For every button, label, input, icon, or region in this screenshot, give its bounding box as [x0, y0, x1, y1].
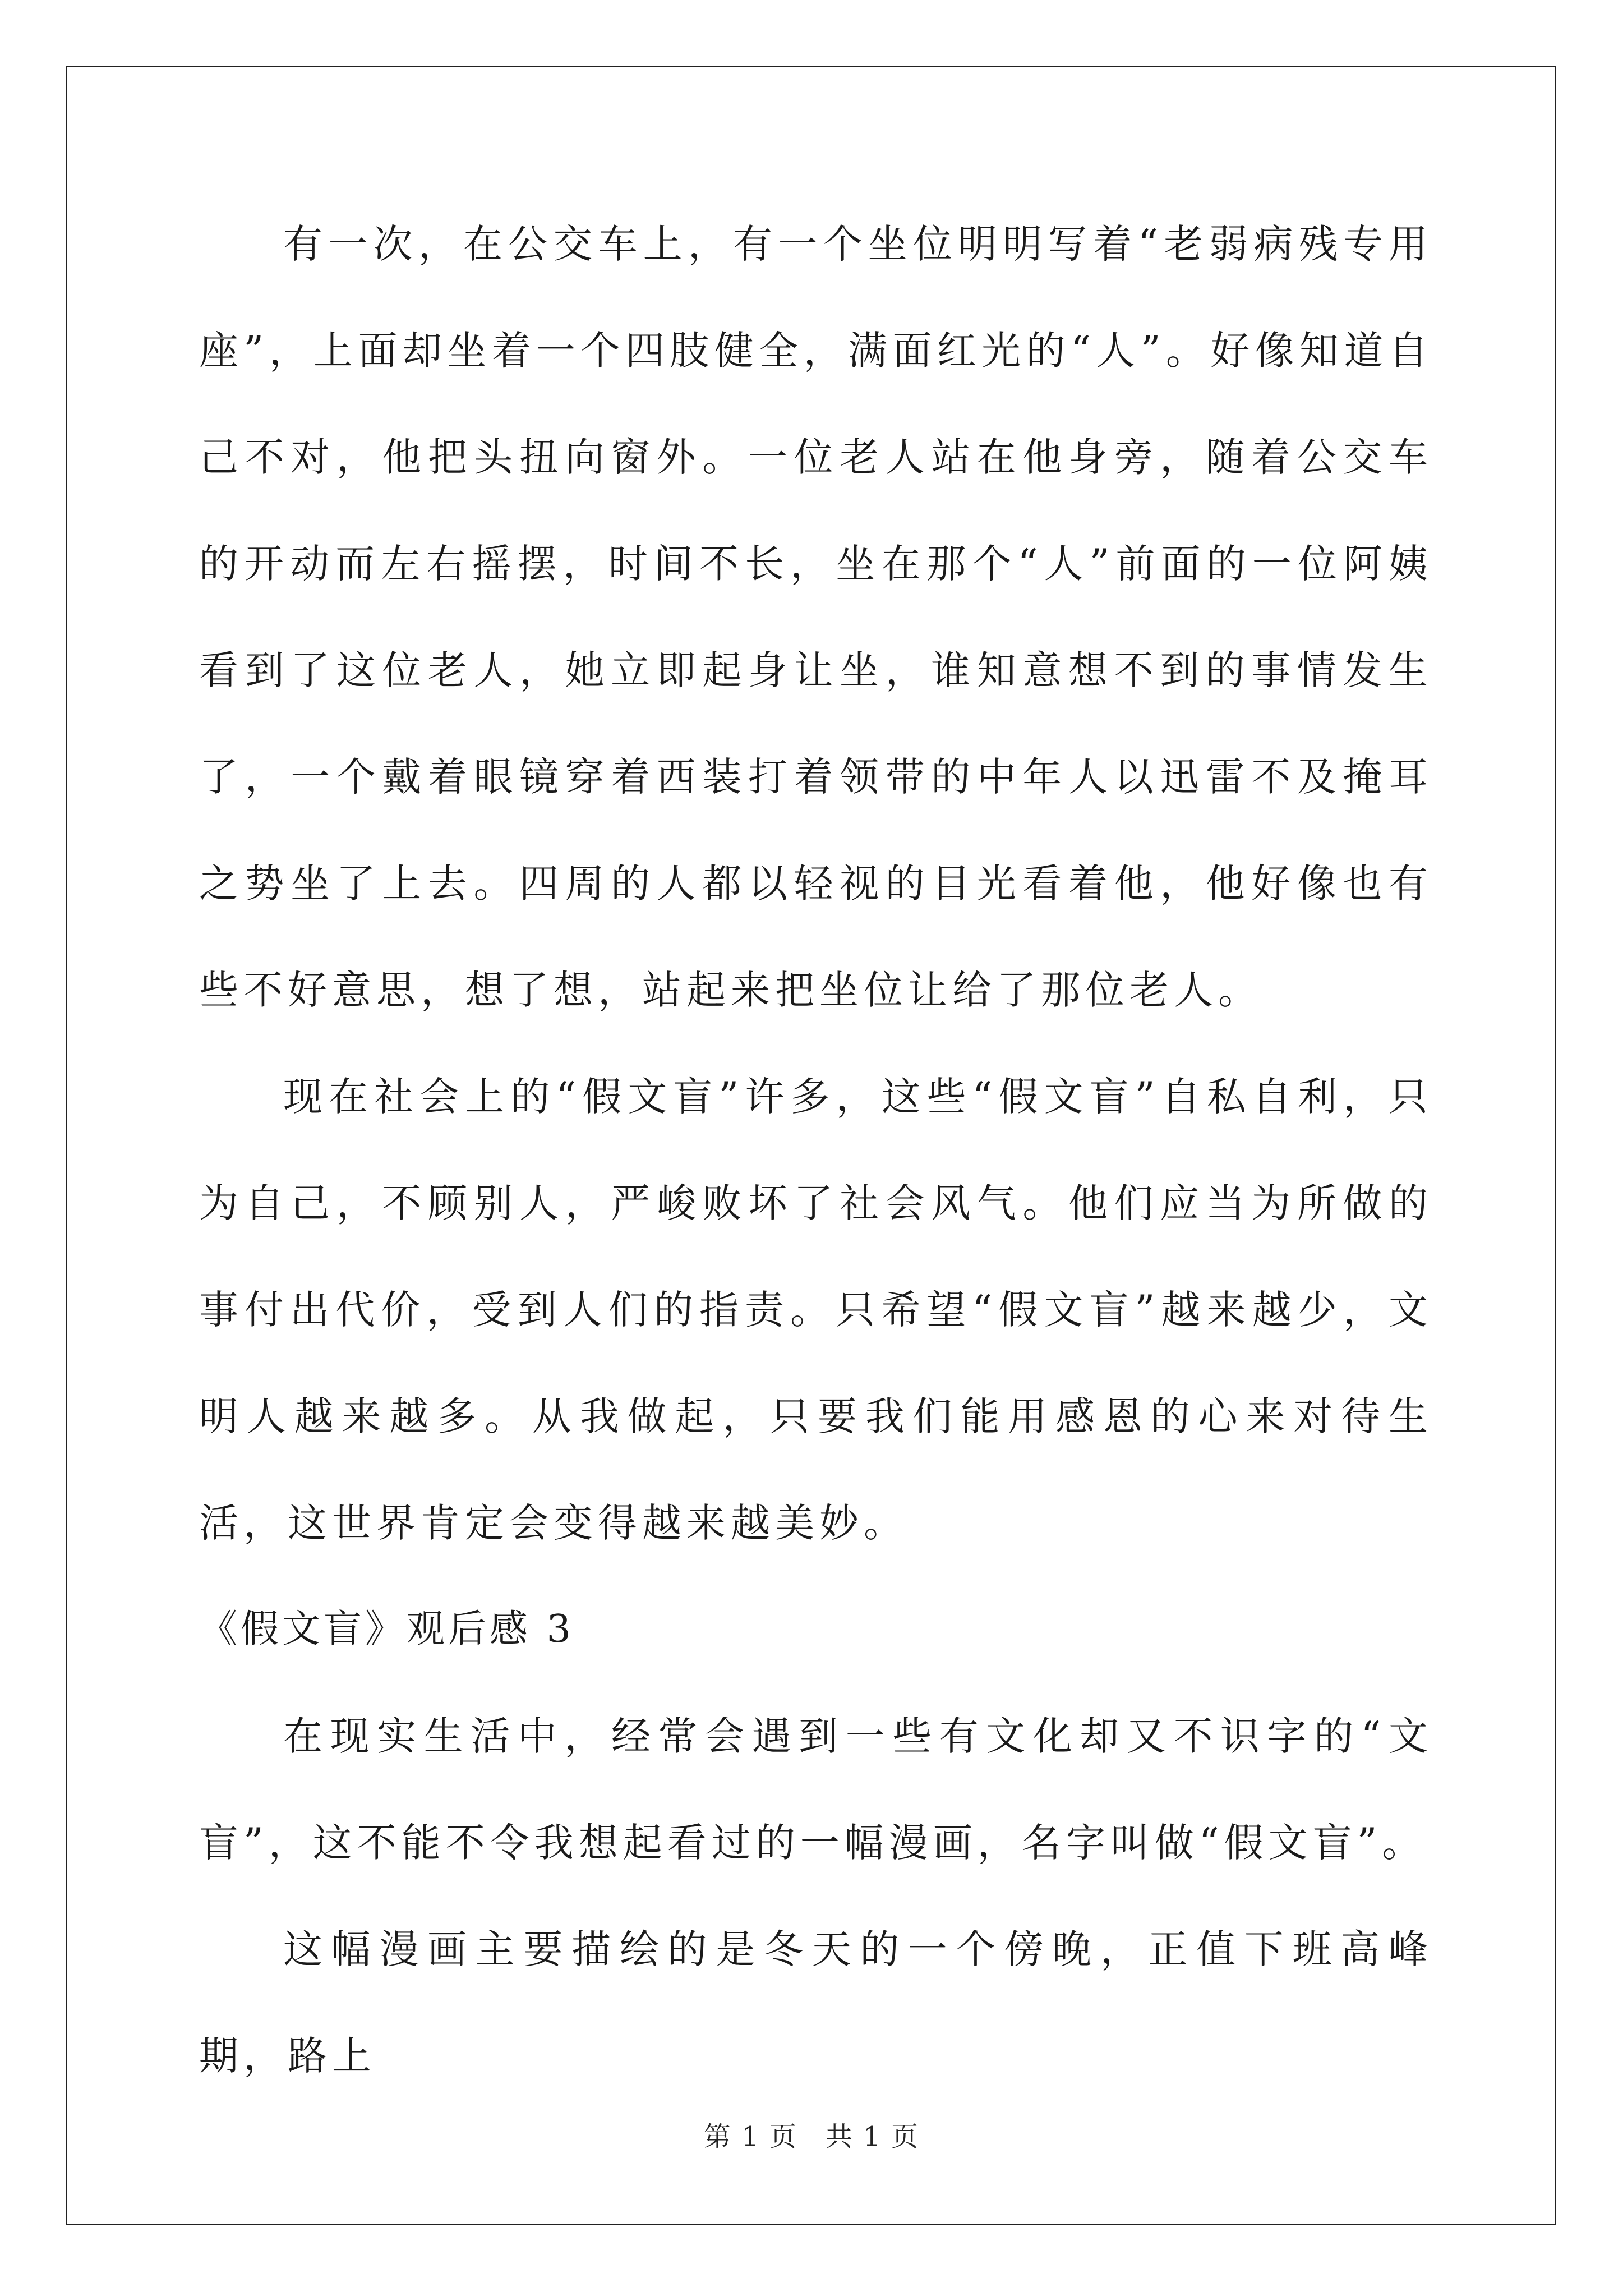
page-footer: 第 1 页 共 1 页: [703, 2121, 920, 2152]
paragraph-description: 这幅漫画主要描绘的是冬天的一个傍晚，正值下班高峰期，路上: [199, 1926, 1433, 2079]
paragraph-intro: 在现实生活中，经常会遇到一些有文化却又不识字的“文盲”，这不能不令我想起看过的一幅漫画，名字叫做“假文盲”。: [199, 1713, 1433, 1866]
document-body: [199, 191, 1433, 2109]
paragraph-reflection: 现在社会上的“假文盲”许多，这些“假文盲”自私自利，只为自己，不顾别人，严峻败坏了社会风气。他们应当为所做的事付出代价，受到人们的指责。只希望“假文盲”越来越少，文明人越来越多。从我做起，只要我们能用感恩的心来对待生活，这世界肯定会变得越来越美妙。: [199, 1074, 1433, 1546]
paragraph-bus-story: 有一次，在公交车上，有一个坐位明明写着“老弱病残专用座”，上面却坐着一个四肢健全，满面红光的“人”。好像知道自己不对，他把头扭向窗外。一位老人站在他身旁，随着公交车的开动而左右摇摆，时间不长，坐在那个“人”前面的一位阿姨看到了这位老人，她立即起身让坐，谁知意想不到的事情发生了，一个戴着眼镜穿着西装打着领带的中年人以迅雷不及掩耳之势坐了上去。四周的人都以轻视的目光看着他，他好像也有些不好意思，想了想，站起来把坐位让给了那位老人。: [199, 221, 1433, 1013]
section-heading: 《假文盲》观后感 3: [199, 1607, 574, 1651]
